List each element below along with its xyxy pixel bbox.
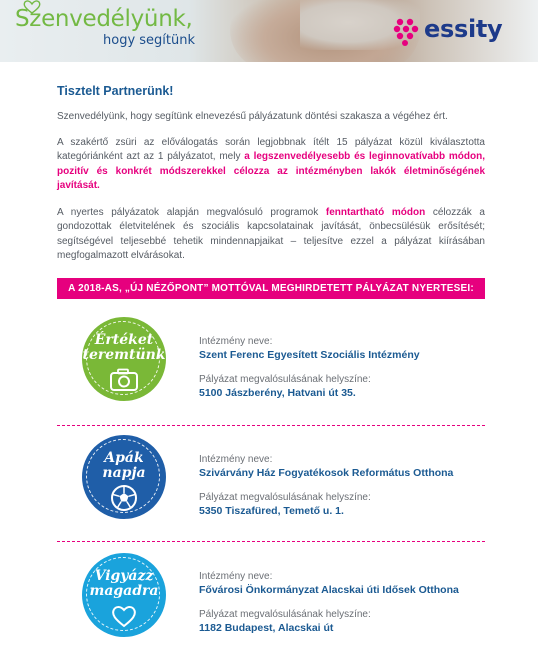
header-banner	[0, 0, 538, 62]
institution-label: Intézmény neve:	[199, 454, 273, 465]
camera-icon	[109, 368, 139, 392]
essity-wordmark: essity	[424, 15, 503, 43]
institution-name: Szivárvány Ház Fogyatékosok Református Otthona	[199, 467, 454, 479]
badge-3-line2: magadra	[89, 583, 159, 599]
winner-divider	[57, 425, 485, 426]
badge-3-line1: Vigyázz	[94, 568, 154, 584]
greeting-heading: Tisztelt Partnerünk!	[57, 84, 174, 98]
location-value: 1182 Budapest, Alacskai út	[199, 622, 334, 634]
paragraph-programs	[57, 206, 485, 264]
location-label: Pályázat megvalósulásának helyszíne:	[199, 492, 371, 503]
location-value: 5350 Tiszafüred, Temető u. 1.	[199, 505, 344, 517]
badge-2-line1: Apák	[104, 450, 144, 466]
badge-2-text	[82, 451, 166, 481]
paragraph-selection	[57, 136, 485, 194]
winner-divider	[57, 541, 485, 542]
badge-2-line2: napja	[102, 465, 146, 481]
paragraph-selection-text: A szakértő zsüri az előválogatás során legjobbnak ítélt 15 pályázat közül kiválasztotta kategóriánként azt az 1 pályázatot, mely	[57, 137, 485, 163]
brand-tagline: hogy segítünk	[103, 33, 196, 48]
football-icon	[110, 484, 138, 512]
paragraph-programs-text-a: A nyertes pályázatok alapján megvalósuló programok	[57, 207, 326, 218]
badge-1-line2: teremtünk	[82, 347, 166, 363]
winners-section-bar: A 2018-AS, „ÚJ NÉZŐPONT” MOTTÓVAL MEGHIRDETETT PÁLYÁZAT NYERTESEI:	[57, 278, 485, 299]
badge-1-line1: Értéket	[94, 332, 154, 348]
institution-name: Szent Ferenc Egyesített Szociális Intézmény	[199, 349, 420, 361]
essity-logo-icon	[393, 16, 419, 46]
paragraph-intro: Szenvedélyünk, hogy segítünk elnevezésű pályázatunk döntési szakasza a végéhez ért.	[57, 111, 448, 122]
institution-label: Intézmény neve:	[199, 336, 273, 347]
paragraph-selection-highlight: a legszenvedélyesebb és leginnovatívabb módon, pozitív és konkrét módszerekkel célozza az intézményben lakók életminőségének javítását.	[57, 151, 485, 192]
brand-main-text: Szenvedélyünk,	[15, 6, 193, 32]
paragraph-programs-highlight: fenntartható módon	[325, 207, 426, 218]
location-label: Pályázat megvalósulásának helyszíne:	[199, 609, 371, 620]
badge-3-text	[82, 569, 166, 599]
heart-icon	[110, 603, 138, 629]
badge-1-text	[82, 333, 166, 363]
institution-name: Fővárosi Önkormányzat Alacskai úti Idősek Otthona	[199, 584, 459, 596]
location-value: 5100 Jászberény, Hatvani út 35.	[199, 387, 356, 399]
paragraph-programs-text-b: célozzák a gondozottak életvitelének és szociális kapcsolatainak javítását, önbecsülésük erősítését; segítségével teljesebbé tehetik mindennapjaikat – teljesítve ezzel a pályázat kiírásában megfogalmazott elvárásokat.	[57, 207, 485, 262]
location-label: Pályázat megvalósulásának helyszíne:	[199, 374, 371, 385]
institution-label: Intézmény neve:	[199, 571, 273, 582]
